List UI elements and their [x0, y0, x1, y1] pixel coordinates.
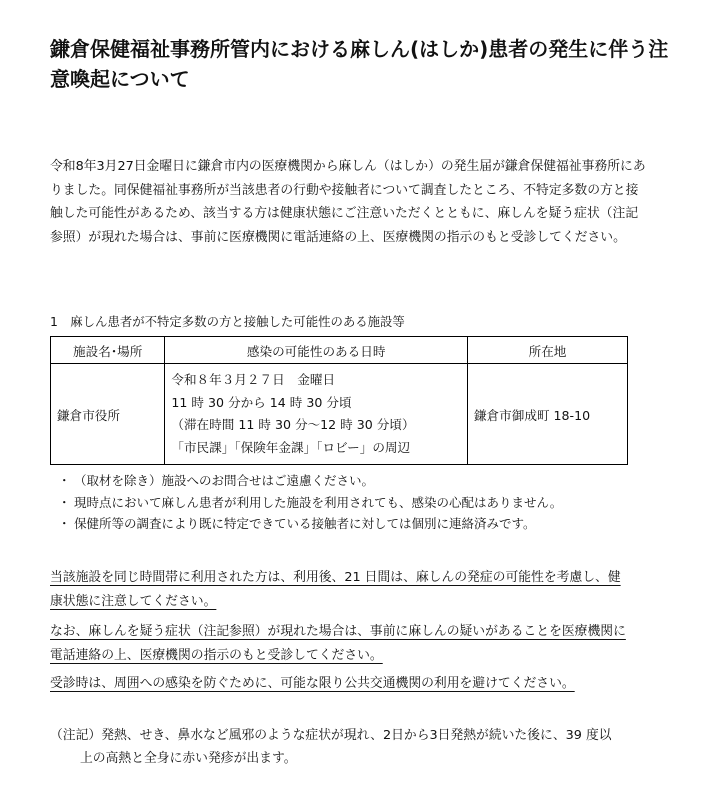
facility-cell: 鎌倉市役所: [51, 364, 165, 465]
warning-text: 受診時は、周囲への感染を防ぐために、可能な限り公共交通機関の利用を避けてください。: [50, 676, 575, 691]
list-item: [50, 513, 650, 535]
bullet-icon: ・: [58, 516, 71, 531]
table-row: [51, 364, 628, 465]
date-line: 令和８年３月２７日 金曜日: [171, 372, 336, 387]
stay-time-line: （滞在時間 11 時 30 分～12 時 30 分頃）: [171, 417, 415, 432]
location-cell: 鎌倉市御成町 18-10: [467, 364, 627, 465]
warning-paragraph-2: [50, 620, 630, 668]
area-line: 「市民課」「保険年金課」「ロビー」の周辺: [171, 439, 411, 455]
warning-paragraph-1: [50, 566, 630, 614]
list-item: [50, 492, 650, 514]
warning-paragraph-3: [50, 672, 630, 696]
warning-text: なお、麻しんを疑う症状（注記参照）が現れた場合は、事前に麻しんの疑いがあることを医療機関に電話連絡の上、医療機関の指示のもと受診してください。: [50, 624, 626, 663]
intro-paragraph: 令和8年3月27日金曜日に鎌倉市内の医療機関から麻しん（はしか）の発生届が鎌倉保健福祉事務所にありました。同保健福祉事務所が当該患者の行動や接触者について調査したところ、不特定多数の方と接触した可能性があるため、該当する方は健康状態にご注意いただくとともに、麻しんを疑う症状（注記参照）が現れた場合は、事前に医療機関に電話連絡の上、医療機関の指示のもと受診してください。: [50, 159, 646, 245]
facility-table: [50, 336, 628, 465]
footnote-line-1: （注記）発熱、せき、鼻水など風邪のような症状が現れ、2日から3日発熱が続いた後に、39 度以: [50, 728, 612, 743]
list-item: [50, 470, 650, 492]
table-header-row: [51, 337, 628, 364]
header-facility: 施設名･場所: [51, 337, 165, 364]
note-text: （取材を除き）施設へのお問合せはご遠慮ください。: [74, 473, 375, 488]
header-location: 所在地: [467, 337, 627, 364]
footnote-line-2: 上の高熱と全身に赤い発疹が出ます。: [80, 751, 297, 766]
note-text: 保健所等の調査により既に特定できている接触者に対しては個別に連絡済みです。: [74, 516, 536, 531]
bullet-icon: ・: [58, 473, 71, 488]
footnote: [50, 724, 650, 770]
time-line: 11 時 30 分から 14 時 30 分頃: [171, 394, 352, 410]
header-date: 感染の可能性のある日時: [165, 337, 468, 364]
bullet-icon: ・: [58, 494, 71, 510]
page-title: 鎌倉保健福祉事務所管内における麻しん(はしか)患者の発生に伴う注意喚起について: [50, 37, 669, 91]
section-heading: 1 麻しん患者が不特定多数の方と接触した可能性のある施設等: [50, 314, 405, 329]
date-cell: [165, 364, 468, 465]
warning-text: 当該施設を同じ時間帯に利用された方は、利用後、21 日間は、麻しんの発症の可能性を考慮し、健康状態に注意してください。: [50, 570, 621, 609]
notes-list: [50, 470, 650, 535]
note-text: 現時点において麻しん患者が利用した施設を利用されても、感染の心配はありません。: [74, 494, 563, 510]
